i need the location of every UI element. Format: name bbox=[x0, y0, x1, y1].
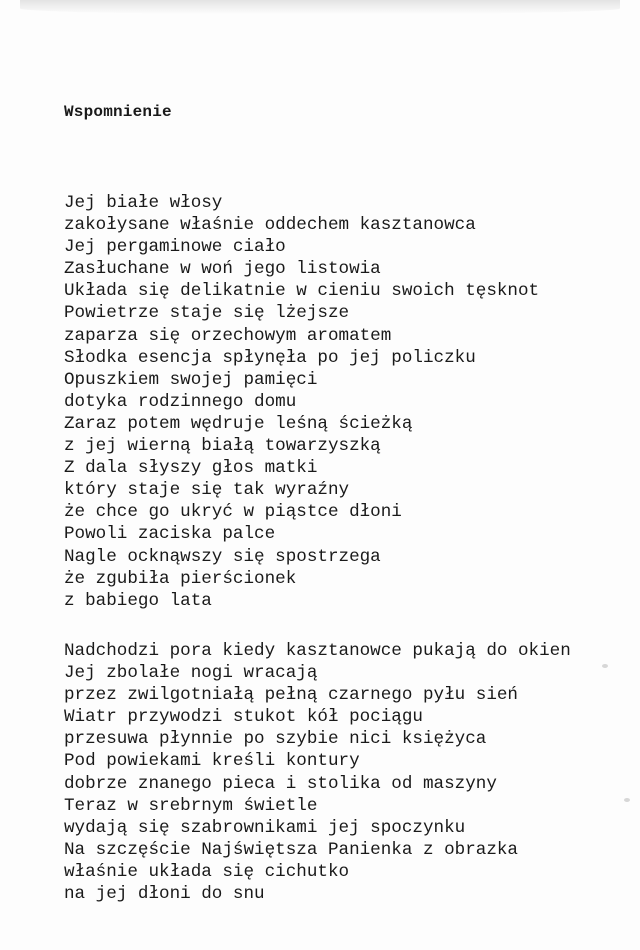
poem-line: Jej pergaminowe ciało bbox=[64, 237, 286, 258]
poem-line: Jej zbolałe nogi wracają bbox=[64, 663, 318, 684]
poem-line: Jej białe włosy bbox=[64, 193, 223, 213]
poem-line: na jej dłoni do snu bbox=[64, 884, 265, 905]
poem-line: Zaraz potem wędruje leśną ścieżką bbox=[64, 413, 413, 434]
poem-line: Z dala słyszy głos matki bbox=[64, 458, 318, 479]
poem-line: Powietrze staje się lżejsze bbox=[64, 303, 350, 324]
poem-line: że zgubiła pierścionek bbox=[64, 568, 297, 589]
poem-line: Nadchodzi pora kiedy kasztanowce pukają do okien bbox=[64, 641, 571, 661]
scan-speck bbox=[624, 798, 630, 802]
poem-line: że chce go ukryć w piąstce dłoni bbox=[64, 502, 402, 523]
poem-line: Nagle ocknąwszy się spostrzega bbox=[64, 546, 381, 567]
poem-line: dobrze znanego pieca i stolika od maszyny bbox=[64, 773, 497, 794]
poem-line: Słodka esencja spłynęła po jej policzku bbox=[64, 347, 476, 368]
poem-line: dotyka rodzinnego domu bbox=[64, 391, 297, 412]
poem-line: zakołysane właśnie oddechem kasztanowca bbox=[64, 215, 476, 236]
poem-line: który staje się tak wyraźny bbox=[64, 480, 350, 501]
poem-line: Wiatr przywodzi stukot kół pociągu bbox=[64, 707, 423, 728]
poem-line: Powoli zaciska palce bbox=[64, 524, 276, 545]
poem-line: Pod powiekami kreśli kontury bbox=[64, 751, 360, 772]
poem-line: wydają się szabrownikami jej spoczynku bbox=[64, 817, 466, 838]
poem-line: Na szczęście Najświętsza Panienka z obrazka bbox=[64, 839, 518, 860]
poem-line: właśnie układa się cichutko bbox=[64, 861, 350, 882]
poem-line: z babiego lata bbox=[64, 590, 212, 611]
stanza-1 bbox=[64, 192, 539, 612]
scan-bleed-through bbox=[20, 0, 620, 14]
poem-title: Wspomnienie bbox=[64, 103, 172, 121]
scan-speck bbox=[602, 664, 608, 668]
poem-line: z jej wierną białą towarzyszką bbox=[64, 436, 381, 457]
poem-line: przesuwa płynnie po szybie nici księżyca bbox=[64, 729, 487, 750]
poem-line: przez zwilgotniałą pełną czarnego pyłu sień bbox=[64, 685, 518, 706]
poem-line: Zasłuchane w woń jego listowia bbox=[64, 259, 381, 280]
stanza-2 bbox=[64, 640, 571, 905]
poem-line: Teraz w srebrnym świetle bbox=[64, 795, 318, 816]
poem-line: Układa się delikatnie w cieniu swoich tęsknot bbox=[64, 281, 540, 302]
poem-line: zaparza się orzechowym aromatem bbox=[64, 325, 392, 346]
poem-line: Opuszkiem swojej pamięci bbox=[64, 369, 318, 390]
